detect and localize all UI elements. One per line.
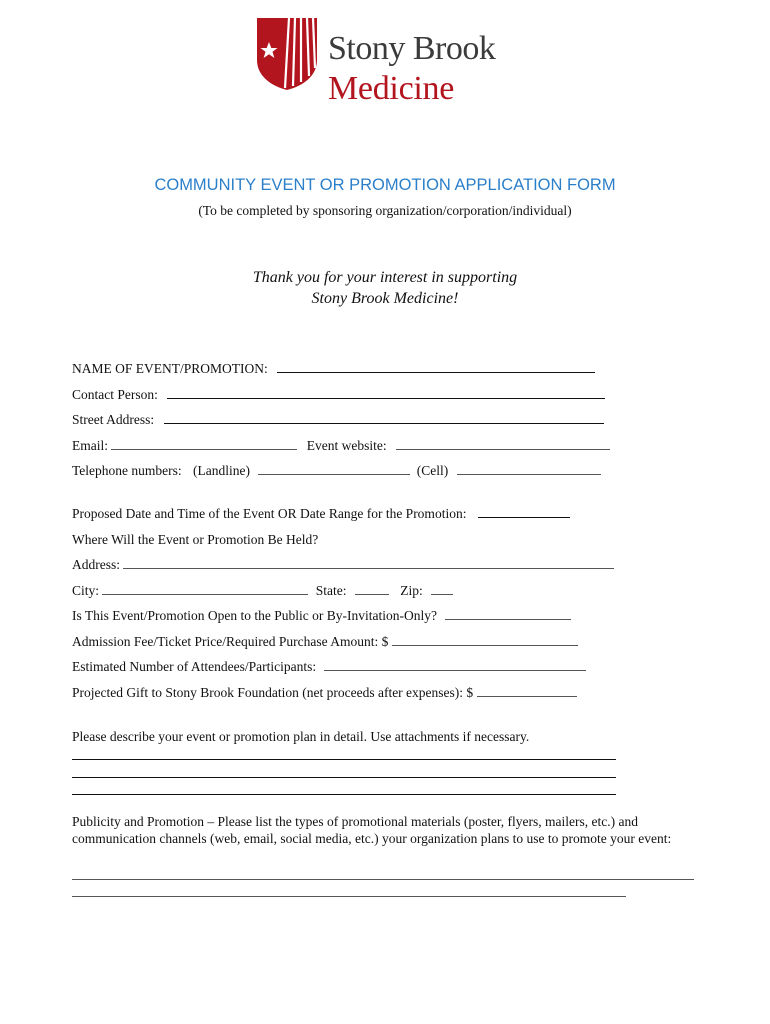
- thank-you-message: [0, 267, 770, 309]
- street-address-field[interactable]: [164, 411, 604, 424]
- city-label: City:: [72, 583, 100, 598]
- describe-line-2[interactable]: [72, 777, 616, 778]
- zip-field[interactable]: [431, 582, 453, 595]
- publicity-line-1[interactable]: [72, 879, 694, 880]
- email-label: Email:: [72, 438, 108, 453]
- email-field[interactable]: [111, 437, 297, 450]
- contact-person-label: Contact Person:: [72, 387, 158, 402]
- describe-prompt: Please describe your event or promotion plan in detail. Use attachments if necessary.: [72, 729, 530, 744]
- proposed-date-row: [72, 505, 570, 523]
- proposed-date-field[interactable]: [478, 505, 570, 518]
- logo-line-2: Medicine: [328, 70, 454, 107]
- address-field[interactable]: [123, 556, 614, 569]
- publicity-prompt: Publicity and Promotion – Please list the types of promotional materials (poster, flyers, mailers, etc.) and communication channels (web, email, social media, etc.) your organization plans to use to promote your event:: [72, 814, 672, 846]
- open-public-row: [72, 607, 571, 625]
- logo-line-1: Stony Brook: [328, 30, 496, 67]
- street-address-label: Street Address:: [72, 412, 155, 427]
- event-name-label: NAME OF EVENT/PROMOTION:: [72, 361, 268, 376]
- open-public-label: Is This Event/Promotion Open to the Public or By-Invitation-Only?: [72, 608, 437, 623]
- email-website-row: [72, 437, 610, 455]
- projected-gift-label: Projected Gift to Stony Brook Foundation (net proceeds after expenses): $: [72, 685, 474, 700]
- state-field[interactable]: [355, 582, 389, 595]
- projected-gift-row: [72, 684, 577, 702]
- attendees-field[interactable]: [324, 658, 586, 671]
- street-address-row: [72, 411, 604, 429]
- form-subtitle: (To be completed by sponsoring organization/corporation/individual): [198, 203, 572, 218]
- contact-person-field[interactable]: [167, 386, 605, 399]
- event-website-label: Event website:: [306, 438, 387, 453]
- address-row: [72, 556, 614, 574]
- stony-brook-medicine-logo: [255, 16, 525, 111]
- publicity-line-2[interactable]: [72, 896, 626, 897]
- proposed-date-label: Proposed Date and Time of the Event OR Date Range for the Promotion:: [72, 506, 467, 521]
- thanks-line-1: Thank you for your interest in supporting: [252, 269, 518, 286]
- state-label: State:: [315, 583, 347, 598]
- admission-fee-label: Admission Fee/Ticket Price/Required Purchase Amount: $: [72, 634, 389, 649]
- describe-row: [72, 728, 529, 746]
- where-held-label: Where Will the Event or Promotion Be Held?: [72, 532, 319, 547]
- landline-field[interactable]: [258, 462, 410, 475]
- admission-fee-row: [72, 633, 578, 651]
- city-state-zip-row: [72, 582, 453, 600]
- projected-gift-field[interactable]: [477, 684, 577, 697]
- event-name-field[interactable]: [277, 360, 595, 373]
- event-name-row: [72, 360, 595, 378]
- city-field[interactable]: [102, 582, 308, 595]
- form-title: COMMUNITY EVENT OR PROMOTION APPLICATION FORM: [154, 176, 616, 194]
- telephone-row: [72, 462, 601, 480]
- zip-label: Zip:: [400, 583, 423, 598]
- telephone-label: Telephone numbers:: [72, 463, 182, 478]
- describe-line-3[interactable]: [72, 794, 616, 795]
- landline-label: (Landline): [193, 463, 251, 478]
- where-held-row: [72, 531, 318, 549]
- attendees-label: Estimated Number of Attendees/Participants:: [72, 659, 317, 674]
- admission-fee-field[interactable]: [392, 633, 578, 646]
- address-label: Address:: [72, 557, 120, 572]
- cell-field[interactable]: [457, 462, 601, 475]
- contact-person-row: [72, 386, 605, 404]
- shield-star-icon: [255, 16, 319, 92]
- describe-line-1[interactable]: [72, 759, 616, 760]
- cell-label: (Cell): [416, 463, 449, 478]
- open-public-field[interactable]: [445, 607, 571, 620]
- attendees-row: [72, 658, 586, 676]
- thanks-line-2: Stony Brook Medicine!: [311, 290, 459, 307]
- event-website-field[interactable]: [396, 437, 610, 450]
